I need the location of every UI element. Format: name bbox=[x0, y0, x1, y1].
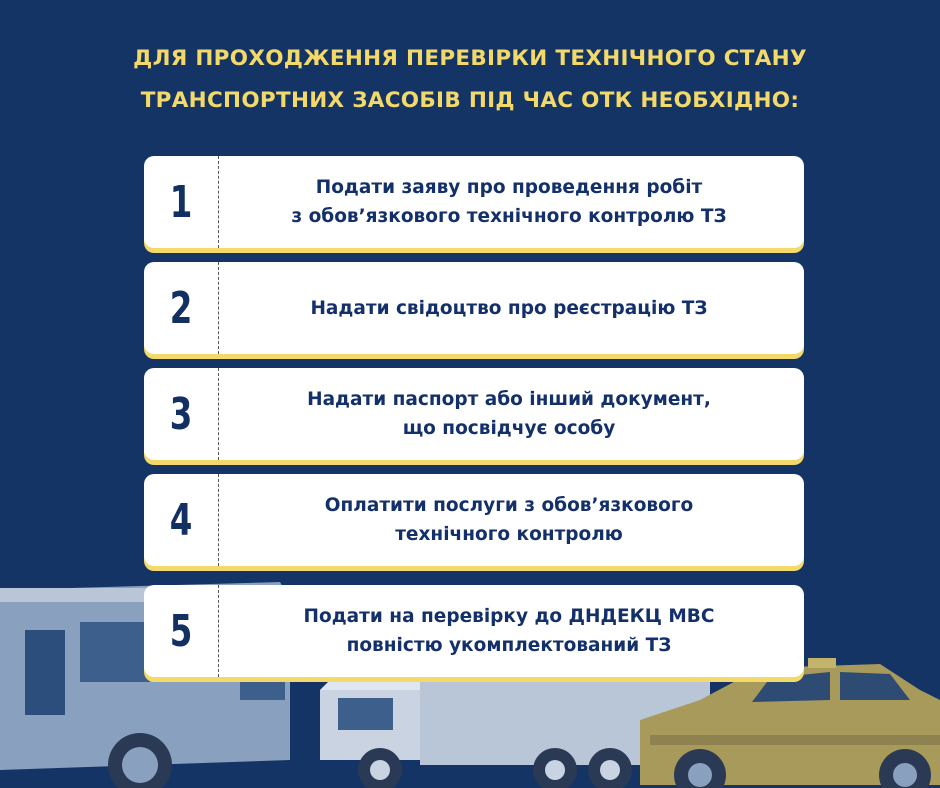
step-text bbox=[224, 156, 794, 248]
step-number: 5 bbox=[169, 605, 193, 657]
dashed-divider bbox=[218, 368, 219, 460]
step-text bbox=[224, 585, 794, 677]
page-title bbox=[0, 38, 940, 122]
step-text-line-1: Подати на перевірку до ДНДЕКЦ МВС bbox=[303, 606, 715, 627]
dashed-divider bbox=[218, 474, 219, 566]
step-text-line-1: Надати свідоцтво про реєстрацію ТЗ bbox=[310, 297, 708, 319]
step-number: 1 bbox=[169, 176, 193, 228]
step-card-5 bbox=[144, 585, 804, 677]
dashed-divider bbox=[218, 156, 219, 248]
step-text-line-1: Надати паспорт або інший документ, bbox=[307, 389, 711, 410]
title-line-2: ТРАНСПОРТНИХ ЗАСОБІВ ПІД ЧАС ОТК НЕОБХІДНО: bbox=[140, 88, 800, 113]
dashed-divider bbox=[218, 262, 219, 354]
step-text-line-2: з обов’язкового технічного контролю ТЗ bbox=[291, 206, 727, 227]
step-text-line-2: повністю укомплектований ТЗ bbox=[346, 635, 672, 656]
step-text-line-1: Оплатити послуги з обов’язкового bbox=[324, 495, 694, 516]
step-text bbox=[224, 368, 794, 460]
step-card-3 bbox=[144, 368, 804, 460]
step-text bbox=[224, 474, 794, 566]
step-card-4 bbox=[144, 474, 804, 566]
step-number: 2 bbox=[169, 282, 193, 334]
dashed-divider bbox=[218, 585, 219, 677]
step-text-line-2: технічного контролю bbox=[395, 524, 623, 545]
step-text bbox=[224, 262, 794, 354]
title-line-1: ДЛЯ ПРОХОДЖЕННЯ ПЕРЕВІРКИ ТЕХНІЧНОГО СТАНУ bbox=[133, 46, 807, 71]
step-number: 3 bbox=[169, 388, 193, 440]
step-card-2 bbox=[144, 262, 804, 354]
step-text-line-1: Подати заяву про проведення робіт bbox=[315, 177, 703, 198]
step-card-1 bbox=[144, 156, 804, 248]
step-number: 4 bbox=[169, 494, 193, 546]
step-text-line-2: що посвідчує особу bbox=[402, 418, 616, 439]
